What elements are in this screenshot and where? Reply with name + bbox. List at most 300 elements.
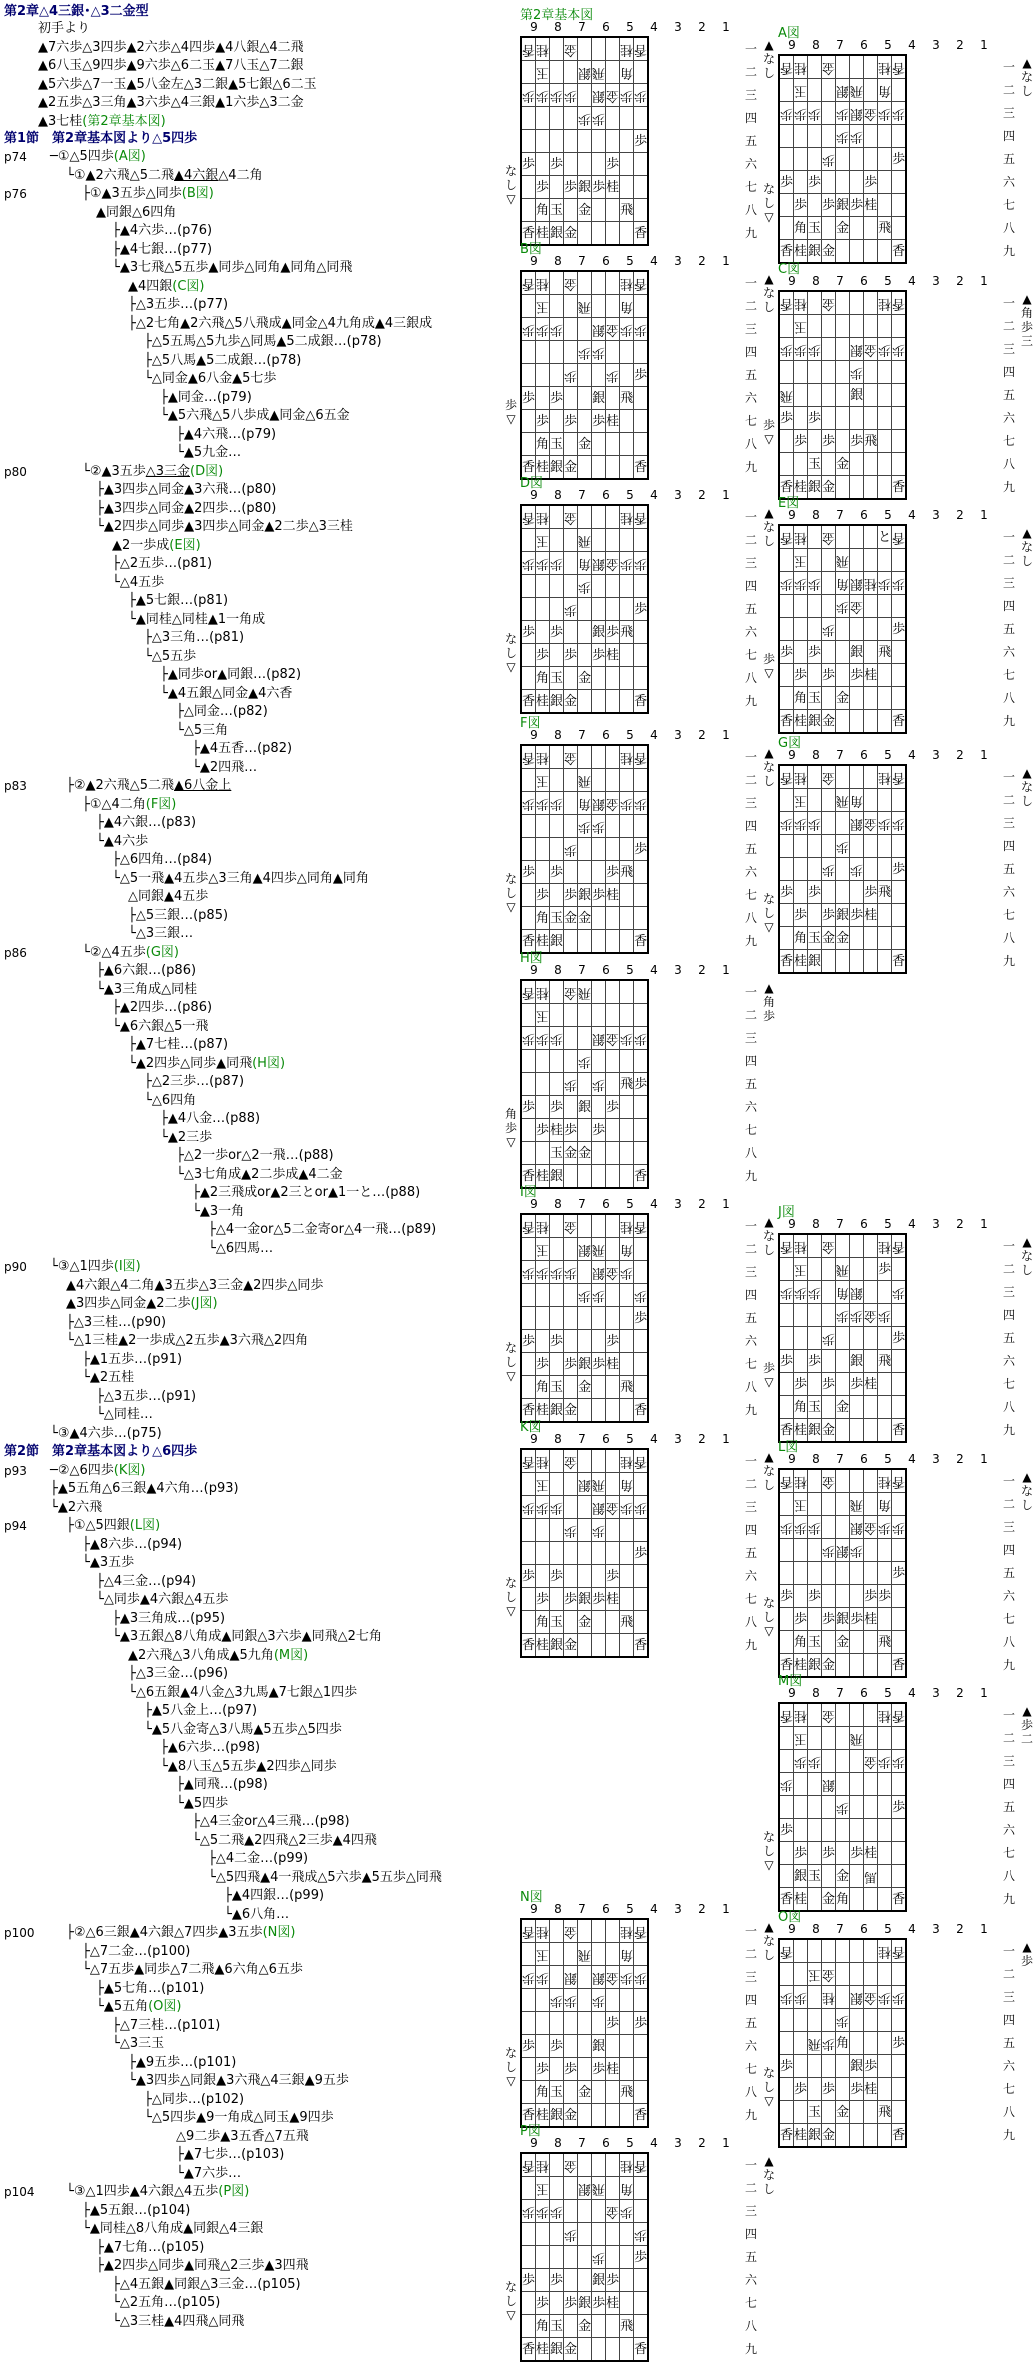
diagram-label: A図 <box>778 26 800 41</box>
move-line: └②▲3五歩△3三金(D図) <box>82 464 224 479</box>
board-square <box>578 387 592 410</box>
file-numbers: 9 8 7 6 5 4 3 2 1 <box>788 1217 988 1231</box>
board-square <box>794 148 808 171</box>
board-square: 銀 <box>592 1261 606 1284</box>
board-square <box>592 529 606 552</box>
board-square: 銀 <box>850 1986 864 2009</box>
board-square: 角 <box>794 1631 808 1654</box>
board-square: 歩 <box>592 2246 606 2269</box>
board-square: 飛 <box>620 1611 634 1634</box>
board-square <box>794 361 808 384</box>
board-square <box>822 125 836 148</box>
board-square <box>850 1469 864 1493</box>
board-square <box>892 789 907 812</box>
board-square: 歩 <box>592 1989 606 2012</box>
board-square: 歩 <box>794 430 808 453</box>
board-square <box>836 291 850 315</box>
board-square: 角 <box>536 2081 550 2104</box>
board-square: 玉 <box>794 1493 808 1516</box>
board-square <box>634 433 649 456</box>
board-square <box>536 2035 550 2058</box>
board-square: 歩 <box>536 84 550 107</box>
board-square: 銀 <box>850 1350 864 1373</box>
board-square: 香 <box>892 2124 907 2148</box>
board-square: 桂 <box>794 1469 808 1493</box>
move-line: ├▲2四歩…(p86) <box>112 1000 213 1015</box>
board-square: 歩 <box>850 1539 864 1562</box>
board-square <box>794 881 808 904</box>
board-square <box>794 858 808 881</box>
shogi-board <box>520 979 649 1189</box>
board-square: 歩 <box>521 1027 536 1050</box>
board-square <box>836 476 850 500</box>
board-square <box>578 1330 592 1353</box>
board-square: 角 <box>836 2032 850 2055</box>
board-square: 香 <box>779 55 794 79</box>
board-square <box>564 2012 578 2035</box>
board-square: 銀 <box>578 1473 592 1496</box>
board-square <box>878 1654 892 1678</box>
board-square <box>620 130 634 153</box>
board-square: 銀 <box>836 1539 850 1562</box>
board-square <box>592 930 606 954</box>
board-square: 金 <box>578 433 592 456</box>
board-square: 桂 <box>536 980 550 1004</box>
board-square <box>836 1654 850 1678</box>
board-square <box>822 2055 836 2078</box>
board-square <box>578 364 592 387</box>
board-square <box>521 884 536 907</box>
board-square: 飛 <box>620 861 634 884</box>
board-square <box>808 1888 822 1912</box>
rank-numbers: 一 二 三 四 五 六 七 八 九 <box>745 985 758 1183</box>
sente-hand: な し ▽ <box>504 632 517 674</box>
move-line: └▲3一角 <box>192 1204 245 1219</box>
sente-hand: な し ▽ <box>762 1596 775 1638</box>
board-square: 玉 <box>536 529 550 552</box>
board-square <box>836 1562 850 1585</box>
board-square <box>822 1750 836 1773</box>
board-square: 香 <box>634 745 649 769</box>
board-square <box>606 1050 620 1073</box>
board-square <box>779 2101 794 2124</box>
board-square: 歩 <box>564 84 578 107</box>
board-square: 歩 <box>892 1750 907 1773</box>
board-square <box>564 1330 578 1353</box>
board-square: 香 <box>779 765 794 789</box>
board-square: 歩 <box>634 598 649 621</box>
shogi-board <box>778 524 907 734</box>
board-square <box>779 148 794 171</box>
board-square: 桂 <box>536 1399 550 1423</box>
board-square <box>592 271 606 295</box>
board-square: 歩 <box>521 1330 536 1353</box>
board-square <box>864 710 878 734</box>
board-square <box>878 476 892 500</box>
board-square <box>634 1588 649 1611</box>
board-square <box>864 315 878 338</box>
board-square: 銀 <box>550 930 564 954</box>
board-square <box>836 1750 850 1773</box>
board-square <box>878 148 892 171</box>
board-square: 金 <box>822 291 836 315</box>
sente-hand: な し ▽ <box>504 872 517 914</box>
board-square: 玉 <box>794 549 808 572</box>
board-square <box>850 927 864 950</box>
board-square <box>536 1519 550 1542</box>
board-square: 香 <box>892 240 907 264</box>
board-square: 桂 <box>536 271 550 295</box>
board-square <box>808 194 822 217</box>
board-square: 歩 <box>521 621 536 644</box>
board-square: 歩 <box>521 861 536 884</box>
board-square <box>779 453 794 476</box>
board-square <box>878 2055 892 2078</box>
board-square: 飛 <box>620 2315 634 2338</box>
board-square <box>536 861 550 884</box>
board-square: 歩 <box>536 2058 550 2081</box>
gote-hand: ▲ 角 歩 <box>762 981 775 1023</box>
board-square: 桂 <box>606 2058 620 2081</box>
board-square <box>521 2292 536 2315</box>
board-square: 歩 <box>850 1608 864 1631</box>
board-square <box>521 2315 536 2338</box>
board-square <box>864 55 878 79</box>
board-square <box>822 1585 836 1608</box>
board-square: 歩 <box>564 176 578 199</box>
board-square <box>794 407 808 430</box>
diagram-label: I図 <box>520 1185 537 1200</box>
board-square <box>606 1611 620 1634</box>
board-square <box>779 194 794 217</box>
board-square: 歩 <box>779 1516 794 1539</box>
diagram-label: E図 <box>778 496 800 511</box>
board-square: 歩 <box>564 884 578 907</box>
board-square <box>878 1281 892 1304</box>
board-square: 桂 <box>606 410 620 433</box>
board-square <box>850 549 864 572</box>
board-square <box>808 430 822 453</box>
board-square <box>808 549 822 572</box>
board-square <box>592 1096 606 1119</box>
page-ref: p100 <box>4 1926 35 1940</box>
file-numbers: 9 8 7 6 5 4 3 2 1 <box>530 254 730 268</box>
board-square: 銀 <box>550 1399 564 1423</box>
board-square <box>620 1588 634 1611</box>
board-square <box>634 1261 649 1284</box>
board-square <box>864 407 878 430</box>
move-line: ├△4三金or△4三飛…(p98) <box>192 1814 350 1829</box>
board-square: 金 <box>578 907 592 930</box>
diagram-label: L図 <box>778 1440 799 1455</box>
board-square: 歩 <box>850 664 864 687</box>
board-square <box>822 1939 836 1963</box>
board-square <box>779 687 794 710</box>
board-square: 飛 <box>836 789 850 812</box>
board-square: 桂 <box>606 644 620 667</box>
board-square: 歩 <box>779 1773 794 1796</box>
board-square <box>620 1542 634 1565</box>
move-line: └▲4五銀△同金▲4六香 <box>160 686 293 701</box>
move-line: ├▲同金…(p79) <box>160 390 252 405</box>
board-square <box>620 1353 634 1376</box>
board-square: 玉 <box>536 769 550 792</box>
board-square: 香 <box>892 291 907 315</box>
board-square: 飛 <box>592 1238 606 1261</box>
move-line: ▲2五歩△3三角▲3六歩△4三銀▲1六歩△3二金 <box>38 95 304 110</box>
board-square <box>606 37 620 61</box>
board-square <box>634 1004 649 1027</box>
board-square: 歩 <box>794 664 808 687</box>
board-square: 銀 <box>592 1496 606 1519</box>
board-square <box>878 1727 892 1750</box>
board-square: 歩 <box>620 1966 634 1989</box>
board-square <box>864 291 878 315</box>
board-square: 金 <box>836 453 850 476</box>
gote-hand: ▲ な し <box>762 272 775 314</box>
board-square <box>794 1304 808 1327</box>
board-square: 金 <box>606 552 620 575</box>
board-square: 歩 <box>536 884 550 907</box>
board-square <box>850 835 864 858</box>
board-square: 角 <box>536 667 550 690</box>
board-square: 金 <box>606 792 620 815</box>
board-square: 歩 <box>779 1585 794 1608</box>
board-square: 香 <box>779 240 794 264</box>
move-line: └△3三桂▲4四飛△同飛 <box>112 2314 245 2329</box>
board-square <box>592 295 606 318</box>
move-line: └▲5四歩 <box>176 1796 229 1811</box>
board-square <box>592 2012 606 2035</box>
board-square: 玉 <box>550 1376 564 1399</box>
board-square: 銀 <box>592 2269 606 2292</box>
move-line: ├▲4六飛…(p79) <box>176 427 277 442</box>
move-line: └▲同桂△8八角成▲同銀△4三銀 <box>82 2221 264 2236</box>
board-square: 歩 <box>564 838 578 861</box>
board-square <box>521 1284 536 1307</box>
board-square: 銀 <box>808 1419 822 1443</box>
board-square: 桂 <box>536 930 550 954</box>
board-square <box>521 907 536 930</box>
board-square: 香 <box>779 1654 794 1678</box>
board-square <box>779 1750 794 1773</box>
board-square: 金 <box>606 1496 620 1519</box>
board-square: 香 <box>892 1419 907 1443</box>
board-square: 歩 <box>794 572 808 595</box>
board-square: 飛 <box>592 61 606 84</box>
board-square <box>878 549 892 572</box>
board-square <box>578 690 592 714</box>
board-square: 香 <box>634 456 649 480</box>
board-square <box>850 1963 864 1986</box>
board-square <box>892 361 907 384</box>
board-square <box>836 1773 850 1796</box>
move-line: ├△2一歩or△2一飛…(p88) <box>176 1148 334 1163</box>
board-square: 銀 <box>550 2104 564 2128</box>
board-square: 銀 <box>850 384 864 407</box>
board-square: 金 <box>564 271 578 295</box>
board-square <box>606 2081 620 2104</box>
sente-hand: な し ▽ <box>504 2280 517 2322</box>
board-square: 歩 <box>794 1516 808 1539</box>
board-square <box>836 171 850 194</box>
board-square <box>808 2009 822 2032</box>
board-square: 角 <box>878 1493 892 1516</box>
board-square: 歩 <box>578 107 592 130</box>
board-square: 桂 <box>606 1353 620 1376</box>
board-square <box>836 641 850 664</box>
board-square <box>836 881 850 904</box>
board-square: 飛 <box>878 1350 892 1373</box>
board-square: 歩 <box>536 410 550 433</box>
diagram-label: B図 <box>520 242 542 257</box>
board-square: 香 <box>634 1214 649 1238</box>
board-square <box>836 1493 850 1516</box>
board-square <box>850 1888 864 1912</box>
board-square <box>850 476 864 500</box>
board-square <box>822 1493 836 1516</box>
board-square: 金 <box>822 765 836 789</box>
board-square: 歩 <box>836 595 850 618</box>
move-line: └▲3三角成△同桂 <box>96 982 198 997</box>
gote-hand: ▲ な し <box>1020 56 1033 98</box>
board-square: 香 <box>521 37 536 61</box>
board-square: 歩 <box>606 621 620 644</box>
sente-hand: な し ▽ <box>504 1341 517 1383</box>
board-square <box>578 2058 592 2081</box>
board-square <box>536 2012 550 2035</box>
board-square <box>564 1004 578 1027</box>
move-line: └▲2六飛 <box>50 1500 103 1515</box>
board-square <box>620 838 634 861</box>
board-square: 桂 <box>536 2104 550 2128</box>
board-square <box>564 815 578 838</box>
board-square <box>634 1519 649 1542</box>
board-square: 金 <box>822 2124 836 2148</box>
board-square: 香 <box>779 291 794 315</box>
board-square: 銀 <box>578 1588 592 1611</box>
move-line: └▲2四歩△同歩▲同飛(H図) <box>128 1056 286 1071</box>
board-square <box>864 2032 878 2055</box>
board-square <box>550 2012 564 2035</box>
board-square <box>550 1542 564 1565</box>
board-square: 金 <box>564 980 578 1004</box>
board-square <box>822 1819 836 1842</box>
board-square <box>794 618 808 641</box>
board-square <box>564 1096 578 1119</box>
board-square: 歩 <box>794 338 808 361</box>
board-square <box>892 664 907 687</box>
gote-hand: ▲ 角 歩 三 <box>1020 292 1033 348</box>
board-square: 角 <box>620 2177 634 2200</box>
board-square: 歩 <box>892 1281 907 1304</box>
board-square: 玉 <box>808 1963 822 1986</box>
board-square <box>620 1307 634 1330</box>
board-square: 歩 <box>564 2292 578 2315</box>
board-square <box>620 1399 634 1423</box>
board-square: 歩 <box>550 1496 564 1519</box>
move-line: └▲4六歩 <box>96 834 149 849</box>
board-square: 歩 <box>822 904 836 927</box>
board-square: 歩 <box>550 153 564 176</box>
board-square: 香 <box>634 1449 649 1473</box>
board-square <box>606 2104 620 2128</box>
board-square <box>794 2101 808 2124</box>
board-square: 香 <box>521 2153 536 2177</box>
rank-numbers: 一 二 三 四 五 六 七 八 九 <box>1003 1474 1016 1672</box>
board-square <box>878 2032 892 2055</box>
board-square: 歩 <box>794 1986 808 2009</box>
board-square <box>779 835 794 858</box>
board-square <box>578 1004 592 1027</box>
board-square <box>794 2009 808 2032</box>
board-square: 飛 <box>850 1493 864 1516</box>
board-square <box>606 107 620 130</box>
board-square: 銀 <box>578 1096 592 1119</box>
board-square <box>606 745 620 769</box>
move-line: └▲6八角… <box>224 1907 290 1922</box>
board-square <box>808 1727 822 1750</box>
board-square <box>606 575 620 598</box>
board-square <box>550 769 564 792</box>
board-square: 歩 <box>808 1585 822 1608</box>
board-square: 歩 <box>620 84 634 107</box>
board-square <box>850 1750 864 1773</box>
board-square: 歩 <box>564 1073 578 1096</box>
board-square <box>592 364 606 387</box>
board-square <box>779 361 794 384</box>
board-square: 玉 <box>808 687 822 710</box>
board-square: 歩 <box>779 572 794 595</box>
board-square: 歩 <box>822 1373 836 1396</box>
move-line: └▲3五銀△8八角成▲同銀△3六歩▲同飛△2七角 <box>112 1629 382 1644</box>
board-square <box>779 789 794 812</box>
board-square <box>794 453 808 476</box>
board-square <box>822 1516 836 1539</box>
board-square <box>864 1419 878 1443</box>
board-square: 玉 <box>808 1631 822 1654</box>
shogi-board <box>778 290 907 500</box>
board-square <box>864 618 878 641</box>
board-square: 歩 <box>592 644 606 667</box>
board-square <box>892 927 907 950</box>
board-square <box>606 1238 620 1261</box>
board-square: 香 <box>521 271 536 295</box>
board-square <box>634 2081 649 2104</box>
move-line: └△2五角…(p105) <box>112 2295 221 2310</box>
board-square <box>836 1516 850 1539</box>
move-line: └△同桂… <box>96 1407 153 1422</box>
board-square <box>779 2078 794 2101</box>
board-square: 角 <box>794 927 808 950</box>
board-square: 銀 <box>578 1353 592 1376</box>
board-square: 金 <box>564 2338 578 2362</box>
board-square: 金 <box>822 525 836 549</box>
board-square <box>521 1142 536 1165</box>
board-square <box>892 835 907 858</box>
board-square <box>794 1327 808 1350</box>
board-square: 桂 <box>794 476 808 500</box>
move-line: └△3三玉 <box>112 2036 165 2051</box>
board-square <box>878 171 892 194</box>
board-square <box>564 2081 578 2104</box>
board-square <box>564 2269 578 2292</box>
board-square <box>864 549 878 572</box>
board-square: 歩 <box>606 364 620 387</box>
board-square: 角 <box>578 792 592 815</box>
board-square <box>634 2315 649 2338</box>
board-square: 飛 <box>836 549 850 572</box>
